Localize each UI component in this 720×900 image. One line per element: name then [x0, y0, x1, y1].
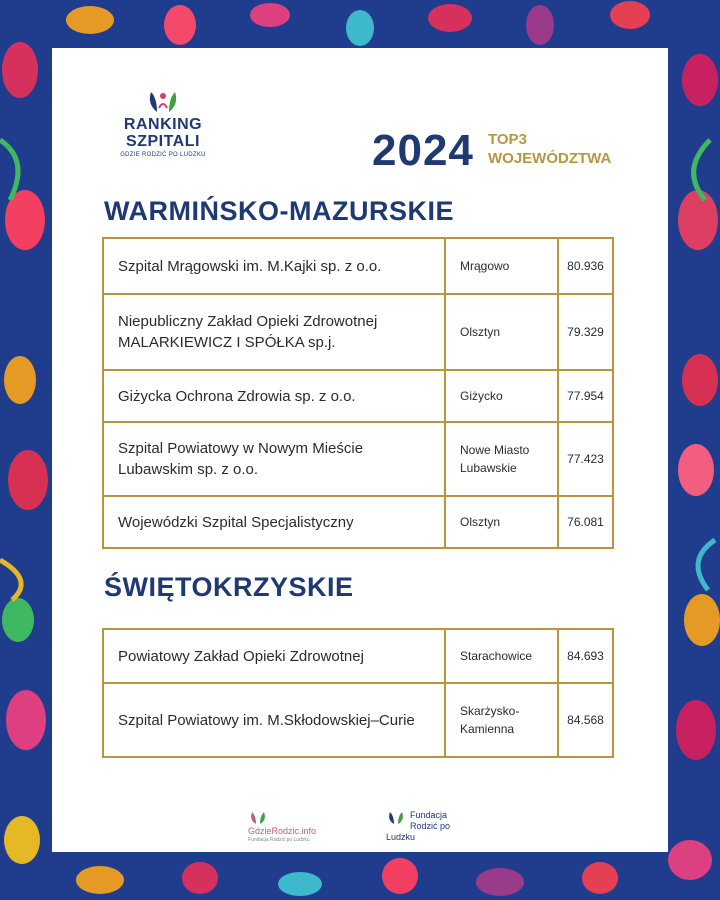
- logo-tagline: GDZIE RODZIĆ PO LUDZKU: [120, 152, 206, 158]
- ranking-table: [102, 237, 614, 549]
- content-card: [52, 48, 668, 852]
- hospital-city: Starachowice: [445, 629, 558, 683]
- hospital-score: 77.423: [558, 422, 613, 496]
- hospital-city: Skarżysko-Kamienna: [445, 683, 558, 757]
- top3-line1: TOP3: [488, 131, 527, 148]
- hospital-score: 76.081: [558, 496, 613, 548]
- region-title: WARMIŃSKO-MAZURSKIE: [104, 196, 454, 226]
- top3-label: [488, 130, 611, 168]
- ranking-table: [102, 628, 614, 758]
- leaf-icon: [386, 810, 406, 826]
- footer-left-main: GdzieRodzic.info: [248, 826, 317, 836]
- hospital-city: Olsztyn: [445, 294, 558, 370]
- hospital-name: Giżycka Ochrona Zdrowia sp. z o.o.: [103, 370, 445, 422]
- leaf-icon: [248, 810, 268, 826]
- hospital-city: Giżycko: [445, 370, 558, 422]
- hospital-score: 84.568: [558, 683, 613, 757]
- hospital-city: Olsztyn: [445, 496, 558, 548]
- hospital-name: Szpital Powiatowy w Nowym Mieście Lubawskim sp. z o.o.: [103, 422, 445, 496]
- hospital-name: Szpital Mrągowski im. M.Kajki sp. z o.o.: [103, 238, 445, 294]
- hospital-score: 84.693: [558, 629, 613, 683]
- hospital-city: Mrągowo: [445, 238, 558, 294]
- region-title: ŚWIĘTOKRZYSKIE: [104, 572, 354, 602]
- footer-right-line2: Rodzić po Ludzku: [386, 821, 451, 842]
- table-row: [103, 496, 613, 548]
- hospital-score: 77.954: [558, 370, 613, 422]
- hospital-city: Nowe Miasto Lubawskie: [445, 422, 558, 496]
- ranking-logo: [118, 88, 208, 178]
- table-row: [103, 294, 613, 370]
- footer-left-sub: Fundacja Rodzić po Ludzku: [248, 837, 310, 843]
- hospital-name: Niepubliczny Zakład Opieki Zdrowotnej MALARKIEWICZ I SPÓŁKA sp.j.: [103, 294, 445, 370]
- hospital-name: Powiatowy Zakład Opieki Zdrowotnej: [103, 629, 445, 683]
- table-row: [103, 238, 613, 294]
- table-row: [103, 629, 613, 683]
- hospital-score: 79.329: [558, 294, 613, 370]
- logo-line1: RANKING: [123, 116, 203, 133]
- table-row: [103, 683, 613, 757]
- logo-line2: SZPITALI: [126, 133, 200, 150]
- fundacja-logo: [386, 810, 458, 842]
- hospital-score: 80.936: [558, 238, 613, 294]
- hospital-name: Szpital Powiatowy im. M.Skłodowskiej–Curie: [103, 683, 445, 757]
- hospital-name: Wojewódzki Szpital Specjalistyczny: [103, 496, 445, 548]
- table-row: [103, 370, 613, 422]
- top3-line2: WOJEWÓDZTWA: [488, 150, 612, 167]
- gdzierodzic-logo: [248, 810, 317, 843]
- logo-leaf-icon: [143, 88, 183, 116]
- table-row: [103, 422, 613, 496]
- footer-right-line1: Fundacja: [410, 810, 448, 820]
- year-title: 2024: [372, 126, 474, 175]
